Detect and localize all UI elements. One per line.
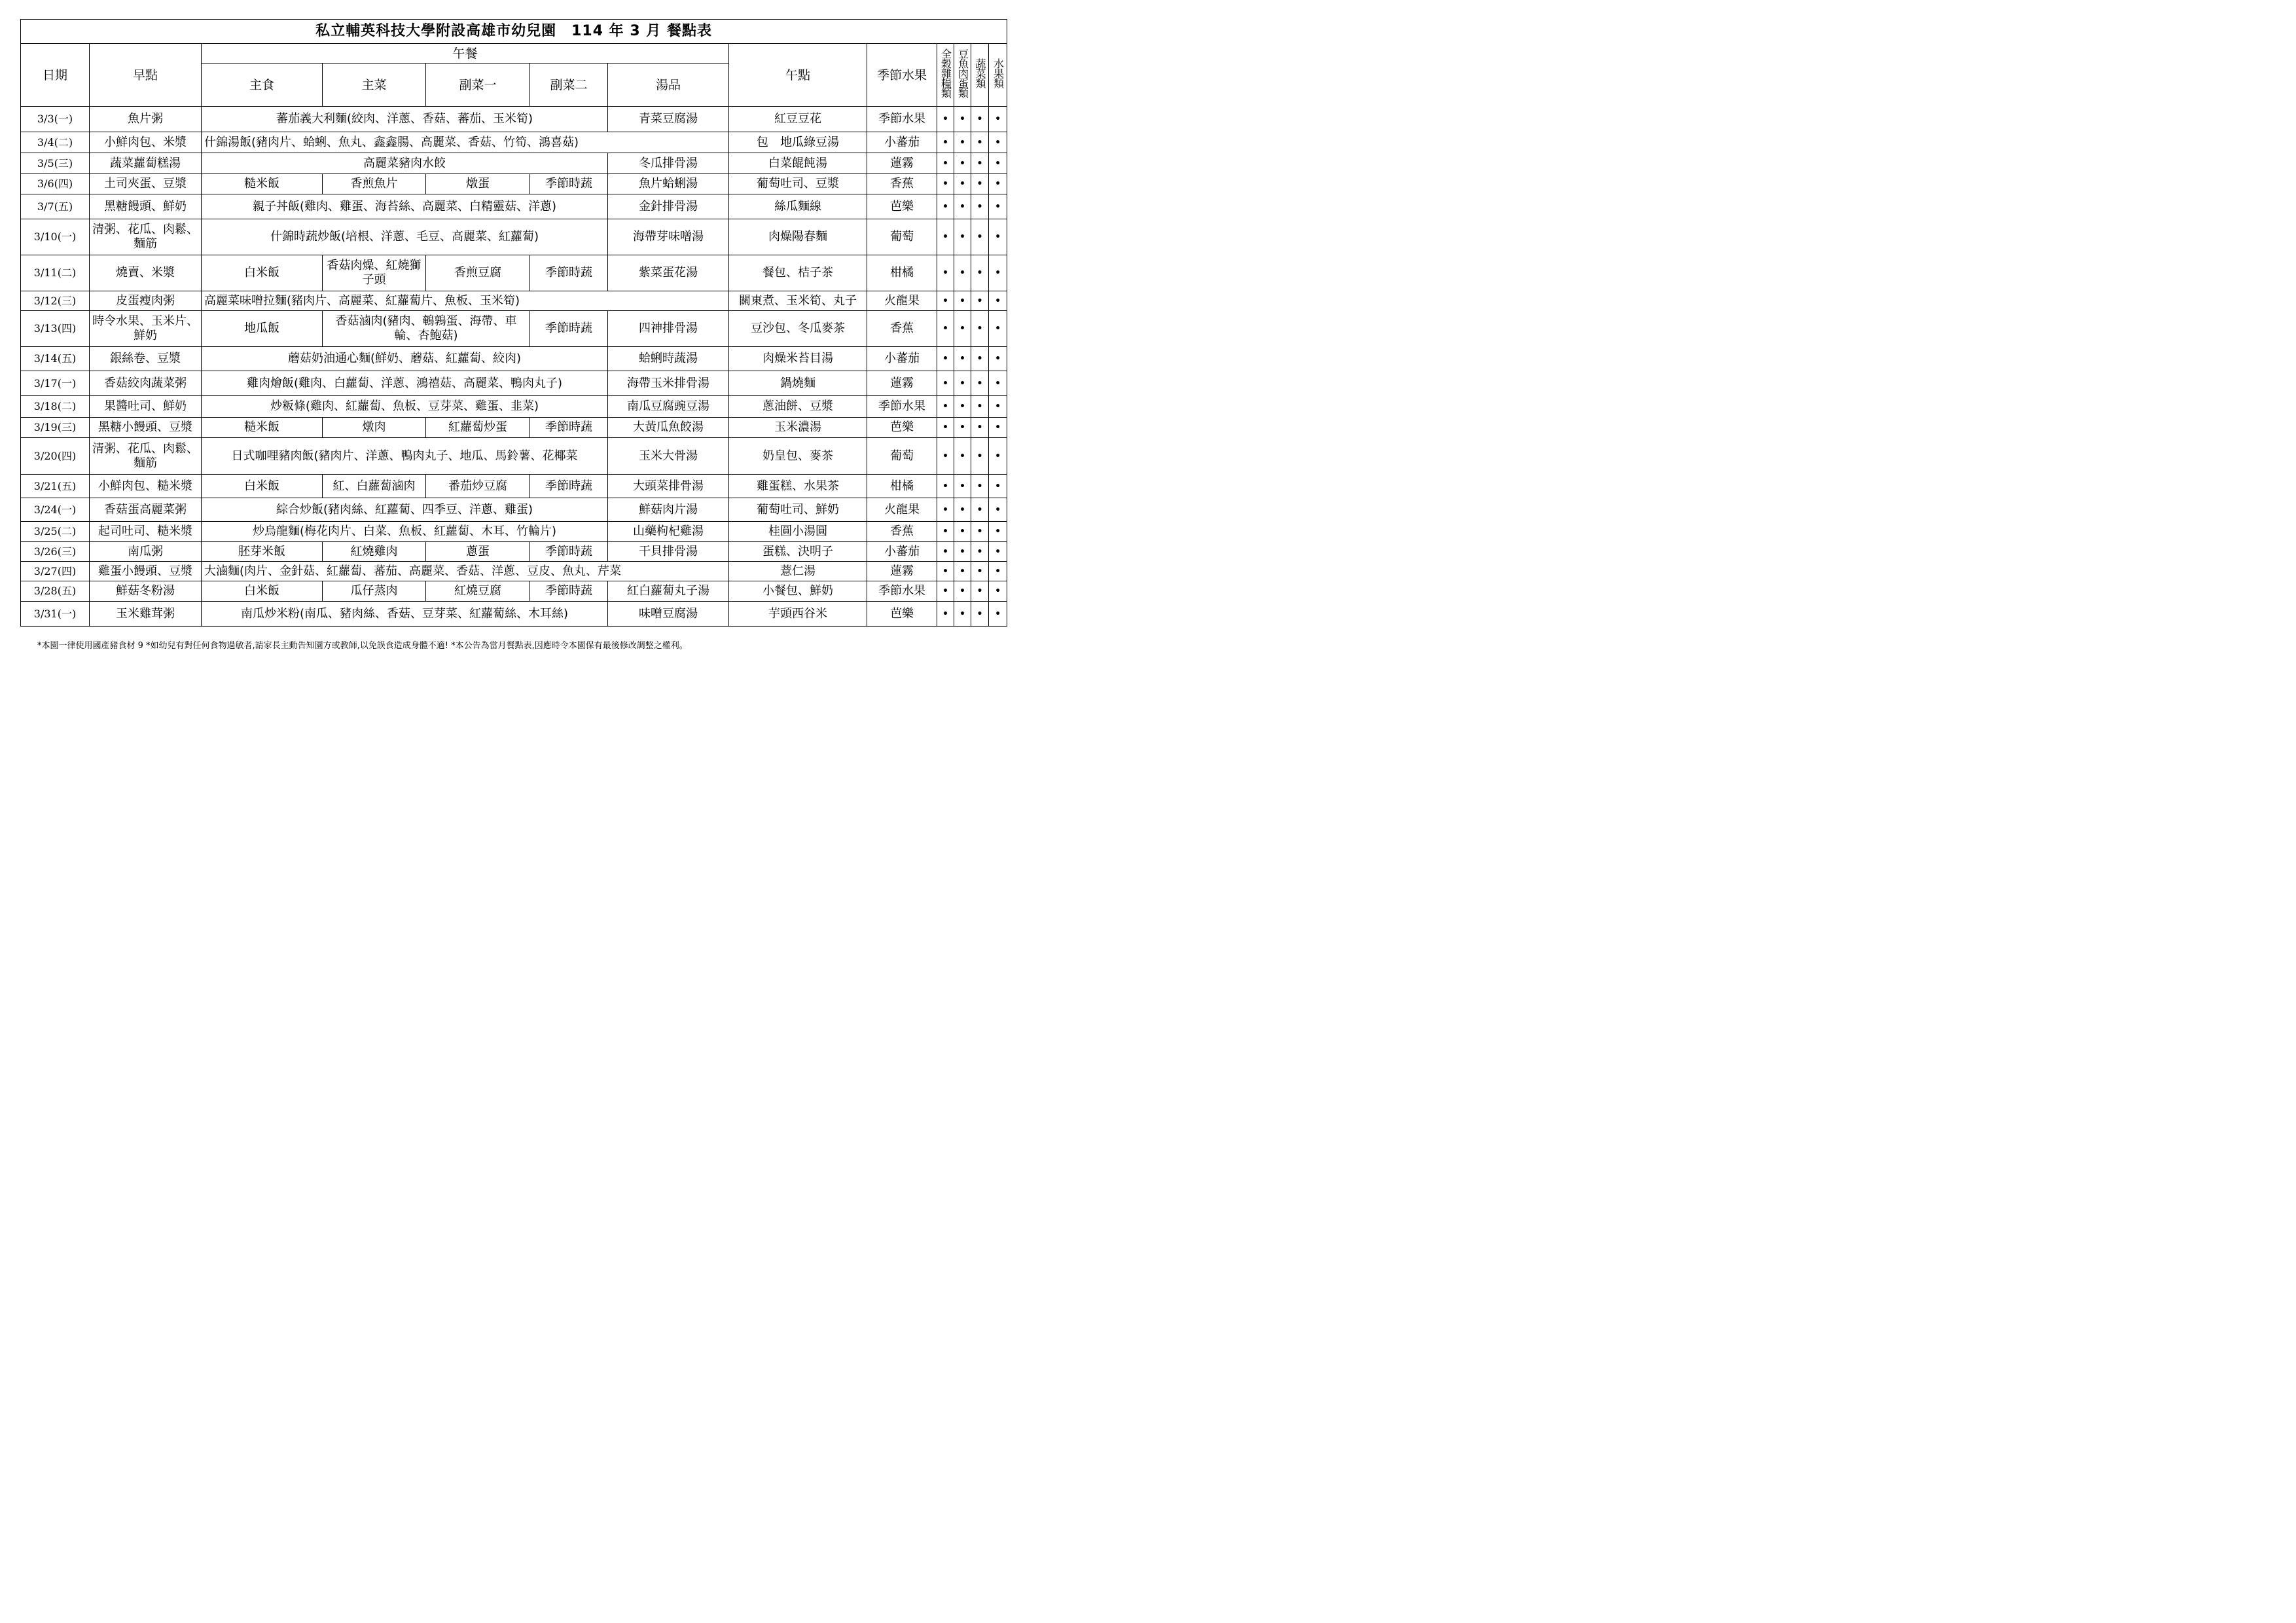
dot-grains: •	[937, 255, 954, 291]
fruit-cell: 芭樂	[867, 418, 937, 438]
snack-cell: 桂圓小湯圓	[729, 522, 867, 542]
date-cell: 3/27(四)	[21, 562, 90, 581]
dot-fruit-group: •	[989, 475, 1007, 498]
side2-cell: 季節時蔬	[530, 311, 608, 347]
dot-fruit-group: •	[989, 418, 1007, 438]
breakfast-cell: 香菇絞肉蔬菜粥	[90, 371, 202, 396]
dot-veg: •	[971, 396, 989, 418]
breakfast-cell: 小鮮肉包、米漿	[90, 132, 202, 153]
dot-protein: •	[954, 498, 971, 522]
dot-grains: •	[937, 347, 954, 371]
dot-protein: •	[954, 107, 971, 132]
breakfast-cell: 黑糖小饅頭、豆漿	[90, 418, 202, 438]
lunch-combined-cell: 南瓜炒米粉(南瓜、豬肉絲、香菇、豆芽菜、紅蘿蔔絲、木耳絲)	[202, 602, 608, 627]
soup-cell: 魚片蛤蜊湯	[608, 174, 729, 194]
header-main-food: 主食	[202, 64, 323, 107]
fruit-cell: 小蕃茄	[867, 347, 937, 371]
main-dish-cell: 香煎魚片	[323, 174, 426, 194]
dot-fruit-group: •	[989, 347, 1007, 371]
menu-row	[21, 291, 1007, 311]
menu-row	[21, 311, 1007, 347]
side2-cell: 季節時蔬	[530, 255, 608, 291]
breakfast-cell: 果醬吐司、鮮奶	[90, 396, 202, 418]
menu-row	[21, 542, 1007, 562]
side2-cell: 季節時蔬	[530, 174, 608, 194]
dot-veg: •	[971, 498, 989, 522]
main-food-cell: 白米飯	[202, 581, 323, 602]
date-cell: 3/14(五)	[21, 347, 90, 371]
soup-cell: 山藥枸杞雞湯	[608, 522, 729, 542]
fruit-cell: 季節水果	[867, 107, 937, 132]
main-food-cell: 胚芽米飯	[202, 542, 323, 562]
dot-protein: •	[954, 153, 971, 174]
date-cell: 3/21(五)	[21, 475, 90, 498]
dot-grains: •	[937, 542, 954, 562]
header-grains: 全穀雜糧類	[937, 44, 954, 107]
side1-cell: 紅燒豆腐	[426, 581, 530, 602]
soup-cell: 大黃瓜魚餃湯	[608, 418, 729, 438]
snack-cell: 包 地瓜綠豆湯	[729, 132, 867, 153]
snack-cell: 肉燥米苔目湯	[729, 347, 867, 371]
menu-row	[21, 174, 1007, 194]
dot-veg: •	[971, 581, 989, 602]
menu-row	[21, 581, 1007, 602]
fruit-cell: 芭樂	[867, 194, 937, 219]
snack-cell: 餐包、桔子茶	[729, 255, 867, 291]
main-dish-cell: 燉肉	[323, 418, 426, 438]
breakfast-cell: 土司夾蛋、豆漿	[90, 174, 202, 194]
breakfast-cell: 銀絲卷、豆漿	[90, 347, 202, 371]
main-food-cell: 糙米飯	[202, 174, 323, 194]
header-protein: 豆魚肉蛋類	[954, 44, 971, 107]
header-fruit: 季節水果	[867, 44, 937, 107]
snack-cell: 小餐包、鮮奶	[729, 581, 867, 602]
fruit-cell: 葡萄	[867, 438, 937, 475]
header-side1: 副菜一	[426, 64, 530, 107]
lunch-combined-cell: 日式咖哩豬肉飯(豬肉片、洋蔥、鴨肉丸子、地瓜、馬鈴薯、花椰菜	[202, 438, 608, 475]
date-cell: 3/7(五)	[21, 194, 90, 219]
lunch-combined-cell: 炒烏龍麵(梅花肉片、白菜、魚板、紅蘿蔔、木耳、竹輪片)	[202, 522, 608, 542]
snack-cell: 葡萄吐司、鮮奶	[729, 498, 867, 522]
menu-row	[21, 602, 1007, 627]
dot-grains: •	[937, 371, 954, 396]
dot-veg: •	[971, 132, 989, 153]
date-cell: 3/13(四)	[21, 311, 90, 347]
dot-fruit-group: •	[989, 371, 1007, 396]
fruit-cell: 蓮霧	[867, 153, 937, 174]
dot-protein: •	[954, 255, 971, 291]
snack-cell: 紅豆豆花	[729, 107, 867, 132]
dot-grains: •	[937, 602, 954, 627]
menu-row	[21, 347, 1007, 371]
dot-fruit-group: •	[989, 498, 1007, 522]
side2-cell: 季節時蔬	[530, 475, 608, 498]
dot-veg: •	[971, 219, 989, 255]
footer-note: *本園一律使用國產豬食材 9 *如幼兒有對任何食物過敏者,請家長主動告知園方或教師,以免誤食造成身體不適! *本公告為當月餐點表,因應時令本園保有最後修改調整之權利。	[37, 641, 688, 651]
dot-fruit-group: •	[989, 153, 1007, 174]
dot-veg: •	[971, 107, 989, 132]
soup-cell: 大頭菜排骨湯	[608, 475, 729, 498]
dot-grains: •	[937, 475, 954, 498]
dot-grains: •	[937, 438, 954, 475]
menu-row	[21, 219, 1007, 255]
dot-veg: •	[971, 602, 989, 627]
date-cell: 3/3(一)	[21, 107, 90, 132]
date-cell: 3/17(一)	[21, 371, 90, 396]
snack-cell: 豆沙包、冬瓜麥茶	[729, 311, 867, 347]
main-food-cell: 白米飯	[202, 475, 323, 498]
soup-cell: 南瓜豆腐豌豆湯	[608, 396, 729, 418]
fruit-cell: 蓮霧	[867, 371, 937, 396]
snack-cell: 肉燥陽春麵	[729, 219, 867, 255]
date-cell: 3/4(二)	[21, 132, 90, 153]
dot-grains: •	[937, 174, 954, 194]
dot-grains: •	[937, 418, 954, 438]
dot-veg: •	[971, 255, 989, 291]
menu-sheet	[20, 19, 1007, 627]
dot-veg: •	[971, 522, 989, 542]
breakfast-cell: 玉米雞茸粥	[90, 602, 202, 627]
soup-cell: 冬瓜排骨湯	[608, 153, 729, 174]
dot-fruit-group: •	[989, 602, 1007, 627]
snack-cell: 玉米濃湯	[729, 418, 867, 438]
soup-cell: 味噌豆腐湯	[608, 602, 729, 627]
dot-grains: •	[937, 107, 954, 132]
header-side2: 副菜二	[530, 64, 608, 107]
date-cell: 3/28(五)	[21, 581, 90, 602]
lunch-combined-cell: 什錦湯飯(豬肉片、蛤蜊、魚丸、鑫鑫腸、高麗菜、香菇、竹筍、鴻喜菇)	[202, 132, 729, 153]
dot-grains: •	[937, 219, 954, 255]
dot-protein: •	[954, 522, 971, 542]
breakfast-cell: 蔬菜蘿蔔糕湯	[90, 153, 202, 174]
dot-veg: •	[971, 438, 989, 475]
menu-row	[21, 371, 1007, 396]
dot-grains: •	[937, 522, 954, 542]
lunch-combined-cell: 親子丼飯(雞肉、雞蛋、海苔絲、高麗菜、白精靈菇、洋蔥)	[202, 194, 608, 219]
dot-protein: •	[954, 581, 971, 602]
soup-cell: 海帶玉米排骨湯	[608, 371, 729, 396]
snack-cell: 芋頭西谷米	[729, 602, 867, 627]
side1-cell: 燉蛋	[426, 174, 530, 194]
fruit-cell: 芭樂	[867, 602, 937, 627]
menu-row	[21, 562, 1007, 581]
date-cell: 3/25(二)	[21, 522, 90, 542]
main-dish-cell: 紅、白蘿蔔滷肉	[323, 475, 426, 498]
breakfast-cell: 燒賣、米漿	[90, 255, 202, 291]
snack-cell: 鍋燒麵	[729, 371, 867, 396]
fruit-cell: 季節水果	[867, 396, 937, 418]
date-cell: 3/5(三)	[21, 153, 90, 174]
dot-protein: •	[954, 311, 971, 347]
snack-cell: 葡萄吐司、豆漿	[729, 174, 867, 194]
lunch-combined-cell: 蘑菇奶油通心麵(鮮奶、蘑菇、紅蘿蔔、絞肉)	[202, 347, 608, 371]
dot-veg: •	[971, 542, 989, 562]
dot-protein: •	[954, 418, 971, 438]
main-food-cell: 白米飯	[202, 255, 323, 291]
dot-grains: •	[937, 311, 954, 347]
fruit-cell: 火龍果	[867, 498, 937, 522]
dot-veg: •	[971, 371, 989, 396]
breakfast-cell: 魚片粥	[90, 107, 202, 132]
side1-cell: 香煎豆腐	[426, 255, 530, 291]
side2-cell: 季節時蔬	[530, 581, 608, 602]
dot-veg: •	[971, 291, 989, 311]
dot-fruit-group: •	[989, 219, 1007, 255]
dot-protein: •	[954, 371, 971, 396]
meal-table	[20, 19, 1007, 627]
menu-row	[21, 522, 1007, 542]
lunch-combined-cell: 高麗菜豬肉水餃	[202, 153, 608, 174]
menu-row	[21, 255, 1007, 291]
dot-veg: •	[971, 194, 989, 219]
dot-protein: •	[954, 194, 971, 219]
date-cell: 3/31(一)	[21, 602, 90, 627]
dot-fruit-group: •	[989, 255, 1007, 291]
dot-fruit-group: •	[989, 522, 1007, 542]
dot-grains: •	[937, 581, 954, 602]
date-cell: 3/6(四)	[21, 174, 90, 194]
soup-cell: 海帶芽味噌湯	[608, 219, 729, 255]
snack-cell: 白菜餛飩湯	[729, 153, 867, 174]
dot-protein: •	[954, 438, 971, 475]
breakfast-cell: 清粥、花瓜、肉鬆、麵筋	[90, 438, 202, 475]
date-cell: 3/18(二)	[21, 396, 90, 418]
menu-row	[21, 418, 1007, 438]
dot-protein: •	[954, 562, 971, 581]
soup-cell: 四神排骨湯	[608, 311, 729, 347]
dot-fruit-group: •	[989, 562, 1007, 581]
main-dish-cell: 瓜仔蒸肉	[323, 581, 426, 602]
dot-protein: •	[954, 174, 971, 194]
page-title: 私立輔英科技大學附設高雄市幼兒園 114 年 3 月 餐點表	[21, 20, 1007, 44]
dot-grains: •	[937, 562, 954, 581]
lunch-combined-cell: 炒粄條(雞肉、紅蘿蔔、魚板、豆芽菜、雞蛋、韭菜)	[202, 396, 608, 418]
soup-cell: 玉米大骨湯	[608, 438, 729, 475]
header-main-dish: 主菜	[323, 64, 426, 107]
dot-veg: •	[971, 347, 989, 371]
fruit-cell: 香蕉	[867, 522, 937, 542]
menu-body	[21, 107, 1007, 627]
date-cell: 3/20(四)	[21, 438, 90, 475]
dot-fruit-group: •	[989, 311, 1007, 347]
fruit-cell: 小蕃茄	[867, 542, 937, 562]
menu-row	[21, 498, 1007, 522]
menu-row	[21, 438, 1007, 475]
dot-fruit-group: •	[989, 291, 1007, 311]
dot-protein: •	[954, 542, 971, 562]
snack-cell: 蛋糕、決明子	[729, 542, 867, 562]
dot-protein: •	[954, 602, 971, 627]
dot-fruit-group: •	[989, 132, 1007, 153]
lunch-combined-cell: 大滷麵(肉片、金針菇、紅蘿蔔、蕃茄、高麗菜、香菇、洋蔥、豆皮、魚丸、芹菜	[202, 562, 729, 581]
dot-fruit-group: •	[989, 581, 1007, 602]
soup-cell: 金針排骨湯	[608, 194, 729, 219]
fruit-cell: 小蕃茄	[867, 132, 937, 153]
dot-grains: •	[937, 291, 954, 311]
dot-grains: •	[937, 194, 954, 219]
side1-cell: 番茄炒豆腐	[426, 475, 530, 498]
dot-veg: •	[971, 311, 989, 347]
dot-protein: •	[954, 475, 971, 498]
dot-veg: •	[971, 174, 989, 194]
soup-cell: 干貝排骨湯	[608, 542, 729, 562]
dot-grains: •	[937, 132, 954, 153]
fruit-cell: 香蕉	[867, 311, 937, 347]
snack-cell: 絲瓜麵線	[729, 194, 867, 219]
dot-grains: •	[937, 498, 954, 522]
dot-protein: •	[954, 396, 971, 418]
side1-cell: 蔥蛋	[426, 542, 530, 562]
breakfast-cell: 清粥、花瓜、肉鬆、麵筋	[90, 219, 202, 255]
soup-cell: 紅白蘿蔔丸子湯	[608, 581, 729, 602]
header-snack: 午點	[729, 44, 867, 107]
main-dish-cell: 香菇肉燥、紅燒獅子頭	[323, 255, 426, 291]
header-veg: 蔬菜類	[971, 44, 989, 107]
dot-veg: •	[971, 562, 989, 581]
breakfast-cell: 雞蛋小饅頭、豆漿	[90, 562, 202, 581]
dot-grains: •	[937, 396, 954, 418]
dot-protein: •	[954, 291, 971, 311]
menu-row	[21, 475, 1007, 498]
soup-cell: 紫菜蛋花湯	[608, 255, 729, 291]
main-food-cell: 糙米飯	[202, 418, 323, 438]
side2-cell: 季節時蔬	[530, 542, 608, 562]
dot-protein: •	[954, 132, 971, 153]
lunch-combined-cell: 綜合炒飯(豬肉絲、紅蘿蔔、四季豆、洋蔥、雞蛋)	[202, 498, 608, 522]
fruit-cell: 葡萄	[867, 219, 937, 255]
snack-cell: 奶皇包、麥茶	[729, 438, 867, 475]
dot-protein: •	[954, 347, 971, 371]
lunch-combined-cell: 蕃茄義大利麵(絞肉、洋蔥、香菇、蕃茄、玉米筍)	[202, 107, 608, 132]
dot-veg: •	[971, 475, 989, 498]
date-cell: 3/11(二)	[21, 255, 90, 291]
date-cell: 3/24(一)	[21, 498, 90, 522]
menu-row	[21, 194, 1007, 219]
fruit-cell: 蓮霧	[867, 562, 937, 581]
side2-cell: 季節時蔬	[530, 418, 608, 438]
side1-cell: 紅蘿蔔炒蛋	[426, 418, 530, 438]
breakfast-cell: 時令水果、玉米片、鮮奶	[90, 311, 202, 347]
fruit-cell: 柑橘	[867, 255, 937, 291]
lunch-combined-cell: 雞肉燴飯(雞肉、白蘿蔔、洋蔥、鴻禧菇、高麗菜、鴨肉丸子)	[202, 371, 608, 396]
dot-protein: •	[954, 219, 971, 255]
date-cell: 3/26(三)	[21, 542, 90, 562]
breakfast-cell: 黑糖饅頭、鮮奶	[90, 194, 202, 219]
menu-row	[21, 153, 1007, 174]
breakfast-cell: 香菇蛋高麗菜粥	[90, 498, 202, 522]
lunch-combined-cell: 什錦時蔬炒飯(培根、洋蔥、毛豆、高麗菜、紅蘿蔔)	[202, 219, 608, 255]
soup-cell: 鮮菇肉片湯	[608, 498, 729, 522]
breakfast-cell: 皮蛋瘦肉粥	[90, 291, 202, 311]
dot-fruit-group: •	[989, 174, 1007, 194]
fruit-cell: 季節水果	[867, 581, 937, 602]
header-soup: 湯品	[608, 64, 729, 107]
breakfast-cell: 鮮菇冬粉湯	[90, 581, 202, 602]
date-cell: 3/19(三)	[21, 418, 90, 438]
snack-cell: 蔥油餅、豆漿	[729, 396, 867, 418]
fruit-cell: 柑橘	[867, 475, 937, 498]
fruit-cell: 香蕉	[867, 174, 937, 194]
dot-fruit-group: •	[989, 107, 1007, 132]
snack-cell: 薏仁湯	[729, 562, 867, 581]
header-date: 日期	[21, 44, 90, 107]
dot-fruit-group: •	[989, 194, 1007, 219]
date-cell: 3/10(一)	[21, 219, 90, 255]
date-cell: 3/12(三)	[21, 291, 90, 311]
snack-cell: 雞蛋糕、水果茶	[729, 475, 867, 498]
dot-fruit-group: •	[989, 542, 1007, 562]
header-fruit-group: 水果類	[989, 44, 1007, 107]
fruit-cell: 火龍果	[867, 291, 937, 311]
main-dish-cell: 香菇滷肉(豬肉、鵪鶉蛋、海帶、車輪、杏鮑菇)	[323, 311, 530, 347]
dot-grains: •	[937, 153, 954, 174]
breakfast-cell: 小鮮肉包、糙米漿	[90, 475, 202, 498]
menu-row	[21, 396, 1007, 418]
main-food-cell: 地瓜飯	[202, 311, 323, 347]
snack-cell: 關東煮、玉米筍、丸子	[729, 291, 867, 311]
dot-veg: •	[971, 418, 989, 438]
lunch-combined-cell: 高麗菜味噌拉麵(豬肉片、高麗菜、紅蘿蔔片、魚板、玉米筍)	[202, 291, 729, 311]
dot-veg: •	[971, 153, 989, 174]
dot-fruit-group: •	[989, 438, 1007, 475]
main-dish-cell: 紅燒雞肉	[323, 542, 426, 562]
soup-cell: 青菜豆腐湯	[608, 107, 729, 132]
header-breakfast: 早點	[90, 44, 202, 107]
breakfast-cell: 南瓜粥	[90, 542, 202, 562]
soup-cell: 蛤蜊時蔬湯	[608, 347, 729, 371]
menu-row	[21, 107, 1007, 132]
dot-fruit-group: •	[989, 396, 1007, 418]
menu-row	[21, 132, 1007, 153]
header-lunch: 午餐	[202, 44, 729, 64]
breakfast-cell: 起司吐司、糙米漿	[90, 522, 202, 542]
